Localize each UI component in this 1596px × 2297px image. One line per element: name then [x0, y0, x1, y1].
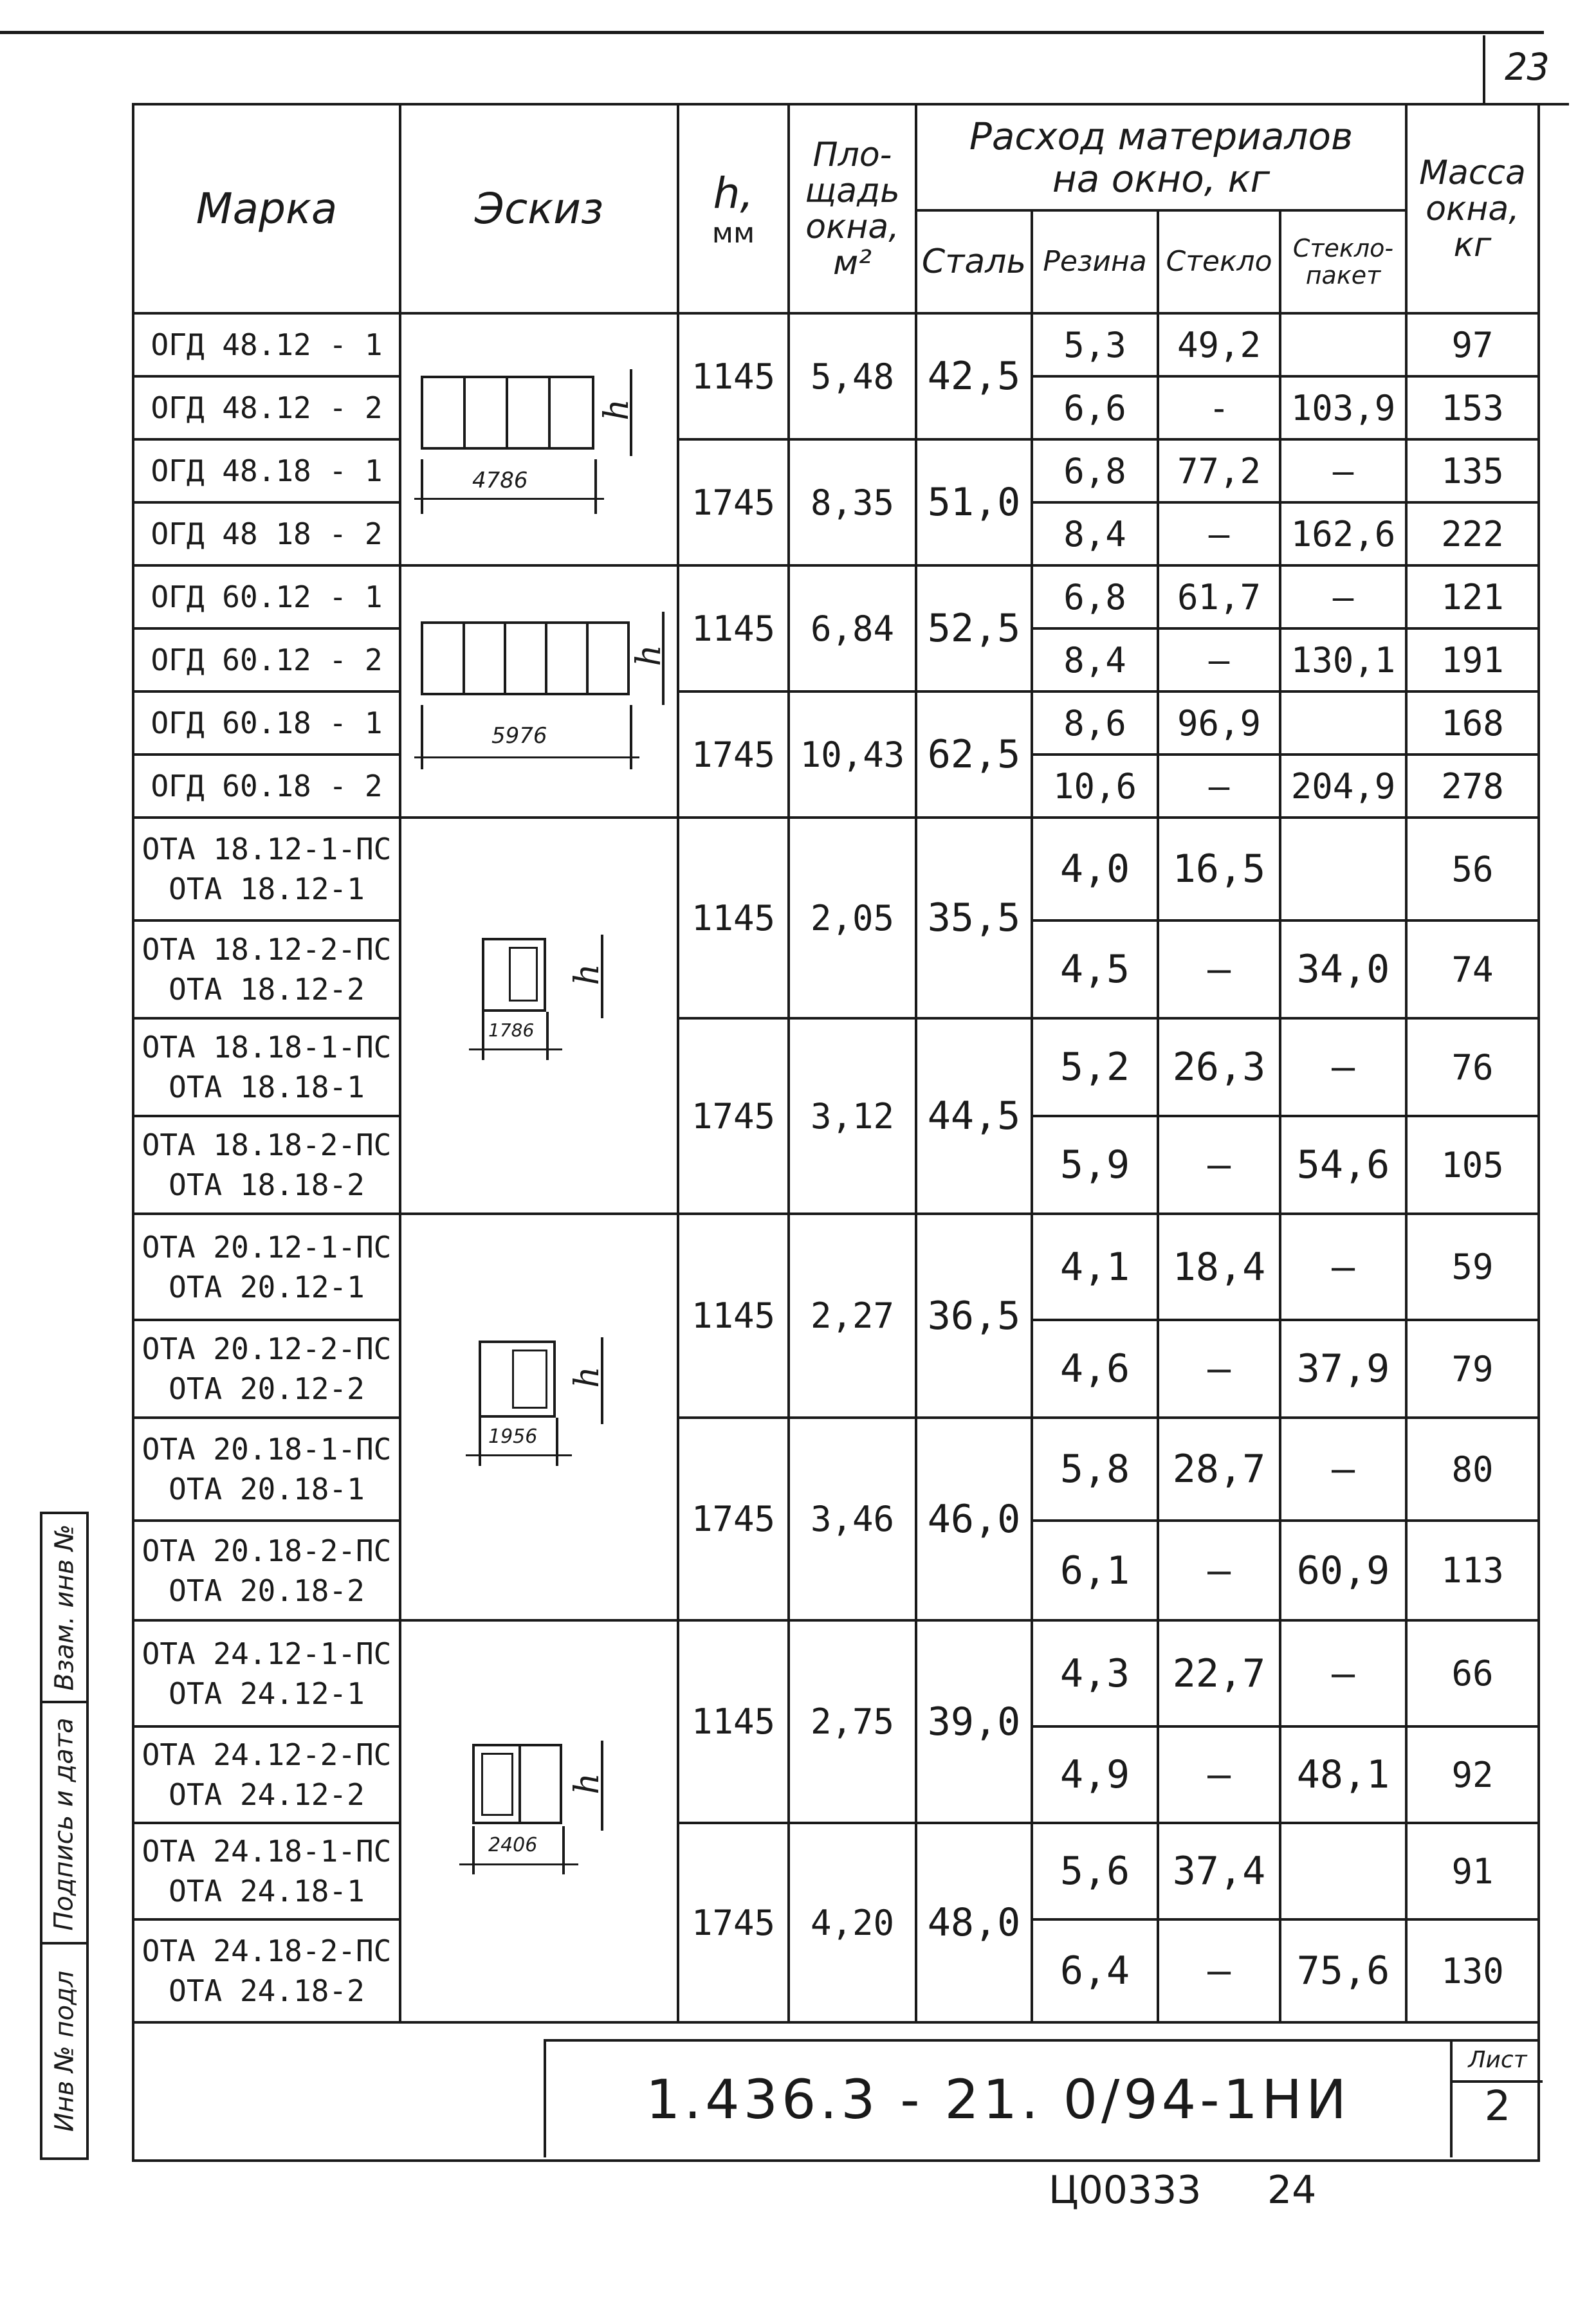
glass-unit-cell: 54,6 — [1280, 1116, 1406, 1214]
glass-unit-cell — [1280, 818, 1406, 920]
rubber-cell: 6,4 — [1032, 1919, 1158, 2022]
mark-cell — [133, 1521, 400, 1620]
header-mass-line2: окна, — [1426, 189, 1519, 228]
table-row — [133, 565, 1539, 628]
area-cell: 10,43 — [789, 691, 916, 818]
table-row — [133, 1214, 1539, 1320]
mass-cell: 79 — [1406, 1320, 1539, 1418]
h-cell: 1745 — [678, 1018, 789, 1214]
mark-line2: ОТА 18.12-1 — [169, 872, 365, 906]
mass-cell: 135 — [1406, 439, 1539, 502]
h-cell: 1145 — [678, 818, 789, 1018]
mass-cell: 191 — [1406, 628, 1539, 691]
glass-unit-cell — [1280, 313, 1406, 376]
mark-line2: ОТА 24.12-1 — [169, 1676, 365, 1711]
mark-line1: ОТА 20.12-1-ПС — [142, 1229, 392, 1265]
mass-cell: 153 — [1406, 376, 1539, 439]
steel-cell: 62,5 — [916, 691, 1032, 818]
mass-cell: 80 — [1406, 1418, 1539, 1521]
glass-unit-cell: — — [1280, 1214, 1406, 1320]
area-cell: 2,75 — [789, 1620, 916, 1823]
glass-unit-cell: 162,6 — [1280, 502, 1406, 565]
table-row — [133, 1823, 1539, 1919]
page-number-box — [1483, 35, 1569, 105]
glass-unit-cell: 75,6 — [1280, 1919, 1406, 2022]
glass-unit-cell — [1280, 691, 1406, 755]
mass-cell: 66 — [1406, 1620, 1539, 1726]
mark-cell — [133, 1418, 400, 1521]
rubber-cell: 5,3 — [1032, 313, 1158, 376]
side-stamp-sign-date-label: Подпись и дата — [50, 1717, 80, 1931]
mass-cell: 92 — [1406, 1726, 1539, 1823]
header-glass: Стекло — [1158, 210, 1280, 313]
rubber-cell: 6,8 — [1032, 439, 1158, 502]
mark-line1: ОТА 24.18-2-ПС — [142, 1934, 392, 1968]
area-cell: 5,48 — [789, 313, 916, 439]
h-cell: 1745 — [678, 1823, 789, 2022]
rubber-cell: 8,6 — [1032, 691, 1158, 755]
mass-cell: 56 — [1406, 818, 1539, 920]
rubber-cell: 6,1 — [1032, 1521, 1158, 1620]
steel-cell: 44,5 — [916, 1018, 1032, 1214]
steel-cell: 35,5 — [916, 818, 1032, 1018]
header-materials-line1: Расход материалов — [969, 114, 1353, 158]
rubber-cell: 4,5 — [1032, 920, 1158, 1018]
glass-cell: — — [1158, 502, 1280, 565]
steel-cell: 52,5 — [916, 565, 1032, 691]
mark-line1: ОТА 24.18-1-ПС — [142, 1834, 392, 1869]
mark-cell: ОГД 48 18 - 2 — [133, 502, 400, 565]
glass-cell: — — [1158, 1320, 1280, 1418]
header-area — [789, 104, 916, 313]
mark-line2: ОТА 24.18-1 — [169, 1874, 365, 1908]
mark-cell — [133, 1214, 400, 1320]
mass-cell: 76 — [1406, 1018, 1539, 1116]
glass-cell: 77,2 — [1158, 439, 1280, 502]
rubber-cell: 10,6 — [1032, 755, 1158, 818]
rubber-cell: 4,9 — [1032, 1726, 1158, 1823]
mark-cell — [133, 1620, 400, 1726]
glass-unit-cell: — — [1280, 1418, 1406, 1521]
mark-line1: ОТА 24.12-2-ПС — [142, 1737, 392, 1772]
window-frame-sketch — [421, 376, 594, 450]
header-materials — [916, 104, 1406, 210]
mark-cell — [133, 1320, 400, 1418]
sketch-ota18 — [400, 818, 678, 1214]
mark-line2: ОТА 20.18-2 — [169, 1573, 365, 1608]
glass-unit-cell — [1280, 1823, 1406, 1919]
glass-cell: 61,7 — [1158, 565, 1280, 628]
mark-cell: ОГД 60.12 - 2 — [133, 628, 400, 691]
mass-cell: 222 — [1406, 502, 1539, 565]
mark-line2: ОТА 24.18-2 — [169, 1973, 365, 2008]
table-row — [133, 1018, 1539, 1116]
mark-line2: ОТА 20.12-1 — [169, 1269, 365, 1304]
glass-cell: 16,5 — [1158, 818, 1280, 920]
window-frame-sketch — [472, 1744, 562, 1824]
glass-unit-cell: — — [1280, 439, 1406, 502]
mass-cell: 91 — [1406, 1823, 1539, 1919]
rubber-cell: 6,6 — [1032, 376, 1158, 439]
area-cell: 2,05 — [789, 818, 916, 1018]
glass-cell: 18,4 — [1158, 1214, 1280, 1320]
h-dimension-label: h — [567, 1366, 607, 1388]
header-area-line4: м² — [832, 243, 872, 282]
mass-cell: 59 — [1406, 1214, 1539, 1320]
glass-unit-cell: — — [1280, 565, 1406, 628]
mark-line1: ОТА 18.18-2-ПС — [142, 1128, 392, 1162]
width-dimension-label: 4786 — [472, 468, 528, 493]
h-cell: 1145 — [678, 1620, 789, 1823]
mark-cell — [133, 1726, 400, 1823]
side-stamp-sign-date — [42, 1701, 86, 1945]
header-h-label: h, — [713, 169, 754, 218]
h-cell: 1745 — [678, 691, 789, 818]
mass-cell: 278 — [1406, 755, 1539, 818]
glass-unit-cell: 130,1 — [1280, 628, 1406, 691]
side-stamp-inv-orig — [42, 1942, 86, 2157]
table-row — [133, 1620, 1539, 1726]
header-steel: Сталь — [916, 210, 1032, 313]
table-row — [133, 691, 1539, 755]
glass-cell: 96,9 — [1158, 691, 1280, 755]
glass-cell: 37,4 — [1158, 1823, 1280, 1919]
mark-line1: ОТА 18.18-1-ПС — [142, 1030, 392, 1065]
mass-cell: 74 — [1406, 920, 1539, 1018]
h-cell: 1145 — [678, 313, 789, 439]
h-cell: 1745 — [678, 1418, 789, 1620]
rubber-cell: 4,1 — [1032, 1214, 1158, 1320]
table-row — [133, 1418, 1539, 1521]
header-sketch: Эскиз — [400, 104, 678, 313]
mass-cell: 113 — [1406, 1521, 1539, 1620]
area-cell: 6,84 — [789, 565, 916, 691]
mark-line2: ОТА 24.12-2 — [169, 1777, 365, 1812]
window-frame-sketch — [482, 938, 546, 1012]
inventory-number: Ц00333 — [1049, 2168, 1202, 2213]
mark-cell — [133, 920, 400, 1018]
mark-cell: ОГД 60.18 - 2 — [133, 755, 400, 818]
side-stamp — [40, 1512, 89, 2160]
header-mark: Марка — [133, 104, 400, 313]
glass-cell: — — [1158, 1919, 1280, 2022]
header-h-unit: мм — [711, 217, 755, 250]
glass-cell: — — [1158, 628, 1280, 691]
glass-unit-cell: 60,9 — [1280, 1521, 1406, 1620]
window-frame-sketch — [479, 1341, 556, 1418]
sketch-ogd48 — [400, 313, 678, 565]
sketch-ogd60 — [400, 565, 678, 818]
width-dimension-label: 1786 — [488, 1020, 535, 1041]
glass-cell: — — [1158, 1116, 1280, 1214]
header-rubber: Резина — [1032, 210, 1158, 313]
glass-cell: 49,2 — [1158, 313, 1280, 376]
mark-line1: ОТА 18.12-1-ПС — [142, 832, 392, 866]
mark-cell — [133, 818, 400, 920]
mark-line1: ОТА 18.12-2-ПС — [142, 932, 392, 967]
glass-cell: — — [1158, 1726, 1280, 1823]
mark-line2: ОТА 20.12-2 — [169, 1371, 365, 1406]
mark-cell — [133, 1018, 400, 1116]
side-stamp-inv-replace — [42, 1514, 86, 1701]
glass-cell: — — [1158, 1521, 1280, 1620]
glass-unit-cell: 34,0 — [1280, 920, 1406, 1018]
mass-cell: 121 — [1406, 565, 1539, 628]
h-dimension-label: h — [567, 1773, 607, 1795]
mass-cell: 97 — [1406, 313, 1539, 376]
table-row — [133, 439, 1539, 502]
rubber-cell: 5,6 — [1032, 1823, 1158, 1919]
sketch-ota24 — [400, 1620, 678, 2022]
rubber-cell: 5,9 — [1032, 1116, 1158, 1214]
side-stamp-inv-replace-label: Взам. инв № — [50, 1524, 79, 1691]
glass-cell: - — [1158, 376, 1280, 439]
mark-line2: ОТА 20.18-1 — [169, 1472, 365, 1506]
mark-line1: ОТА 20.12-2-ПС — [142, 1332, 392, 1366]
header-area-line1: Пло- — [812, 135, 892, 174]
glass-unit-cell: — — [1280, 1620, 1406, 1726]
rubber-cell: 6,8 — [1032, 565, 1158, 628]
table-row — [133, 313, 1539, 376]
header-mass — [1406, 104, 1539, 313]
document-code: 1.436.3 - 21. 0/94-1НИ — [645, 2068, 1350, 2131]
inventory-suffix: 24 — [1267, 2168, 1317, 2213]
rubber-cell: 4,6 — [1032, 1320, 1158, 1418]
sketch-ota20 — [400, 1214, 678, 1620]
title-block — [544, 2039, 1540, 2157]
steel-cell: 51,0 — [916, 439, 1032, 565]
mass-cell: 168 — [1406, 691, 1539, 755]
header-h — [678, 104, 789, 313]
header-mass-line1: Масса — [1419, 153, 1526, 192]
steel-cell: 48,0 — [916, 1823, 1032, 2022]
width-dimension-label: 5976 — [491, 723, 547, 749]
glass-cell: — — [1158, 920, 1280, 1018]
rubber-cell: 4,3 — [1032, 1620, 1158, 1726]
h-cell: 1145 — [678, 1214, 789, 1418]
header-area-line2: щадь — [805, 171, 900, 210]
mark-cell — [133, 1919, 400, 2022]
steel-cell: 42,5 — [916, 313, 1032, 439]
glass-cell: 28,7 — [1158, 1418, 1280, 1521]
area-cell: 3,12 — [789, 1018, 916, 1214]
glass-unit-cell: 48,1 — [1280, 1726, 1406, 1823]
header-glass-unit-line1: Стекло- — [1292, 234, 1394, 262]
h-dimension-label: h — [629, 645, 668, 666]
mass-cell: 130 — [1406, 1919, 1539, 2022]
h-dimension-label: h — [597, 399, 636, 421]
mark-cell: ОГД 48.12 - 1 — [133, 313, 400, 376]
mark-line2: ОТА 18.18-2 — [169, 1167, 365, 1202]
glass-unit-cell: 204,9 — [1280, 755, 1406, 818]
h-cell: 1745 — [678, 439, 789, 565]
table-row — [133, 818, 1539, 920]
header-row-1 — [133, 104, 1539, 210]
mass-cell: 105 — [1406, 1116, 1539, 1214]
mark-cell: ОГД 48.12 - 2 — [133, 376, 400, 439]
rubber-cell: 8,4 — [1032, 628, 1158, 691]
header-area-line3: окна, — [805, 207, 899, 246]
rubber-cell: 5,2 — [1032, 1018, 1158, 1116]
area-cell: 3,46 — [789, 1418, 916, 1620]
area-cell: 2,27 — [789, 1214, 916, 1418]
width-dimension-label: 2406 — [488, 1834, 538, 1856]
mark-cell: ОГД 60.18 - 1 — [133, 691, 400, 755]
sheet-number: 2 — [1484, 2083, 1511, 2130]
glass-cell: 22,7 — [1158, 1620, 1280, 1726]
mark-line2: ОТА 18.12-2 — [169, 972, 365, 1007]
area-cell: 4,20 — [789, 1823, 916, 2022]
mark-cell: ОГД 48.18 - 1 — [133, 439, 400, 502]
header-glass-unit-line2: пакет — [1305, 261, 1381, 289]
sheet-cell — [1450, 2042, 1543, 2157]
width-dimension-label: 1956 — [488, 1425, 538, 1448]
glass-cell: — — [1158, 755, 1280, 818]
h-cell: 1145 — [678, 565, 789, 691]
rubber-cell: 4,0 — [1032, 818, 1158, 920]
page-number: 23 — [1505, 45, 1550, 89]
side-stamp-inv-orig-label: Инв № подл — [50, 1970, 79, 2132]
mark-line1: ОТА 24.12-1-ПС — [142, 1636, 392, 1671]
area-cell: 8,35 — [789, 439, 916, 565]
header-materials-line2: на окно, кг — [1052, 156, 1270, 201]
mark-line2: ОТА 18.18-1 — [169, 1070, 365, 1104]
mark-line1: ОТА 20.18-2-ПС — [142, 1533, 392, 1568]
glass-unit-cell: — — [1280, 1018, 1406, 1116]
glass-unit-cell: 37,9 — [1280, 1320, 1406, 1418]
steel-cell: 39,0 — [916, 1620, 1032, 1823]
rubber-cell: 5,8 — [1032, 1418, 1158, 1521]
mark-cell — [133, 1823, 400, 1919]
h-dimension-label: h — [567, 964, 607, 985]
rubber-cell: 8,4 — [1032, 502, 1158, 565]
window-frame-sketch — [421, 621, 630, 695]
mark-cell: ОГД 60.12 - 1 — [133, 565, 400, 628]
steel-cell: 46,0 — [916, 1418, 1032, 1620]
glass-unit-cell: 103,9 — [1280, 376, 1406, 439]
mark-cell — [133, 1116, 400, 1214]
header-glass-unit — [1280, 210, 1406, 313]
materials-table — [132, 103, 1540, 2162]
top-border-line — [0, 31, 1544, 34]
mark-line1: ОТА 20.18-1-ПС — [142, 1432, 392, 1467]
header-mass-line3: кг — [1453, 225, 1492, 264]
sheet-label: Лист — [1453, 2042, 1543, 2083]
glass-cell: 26,3 — [1158, 1018, 1280, 1116]
steel-cell: 36,5 — [916, 1214, 1032, 1418]
